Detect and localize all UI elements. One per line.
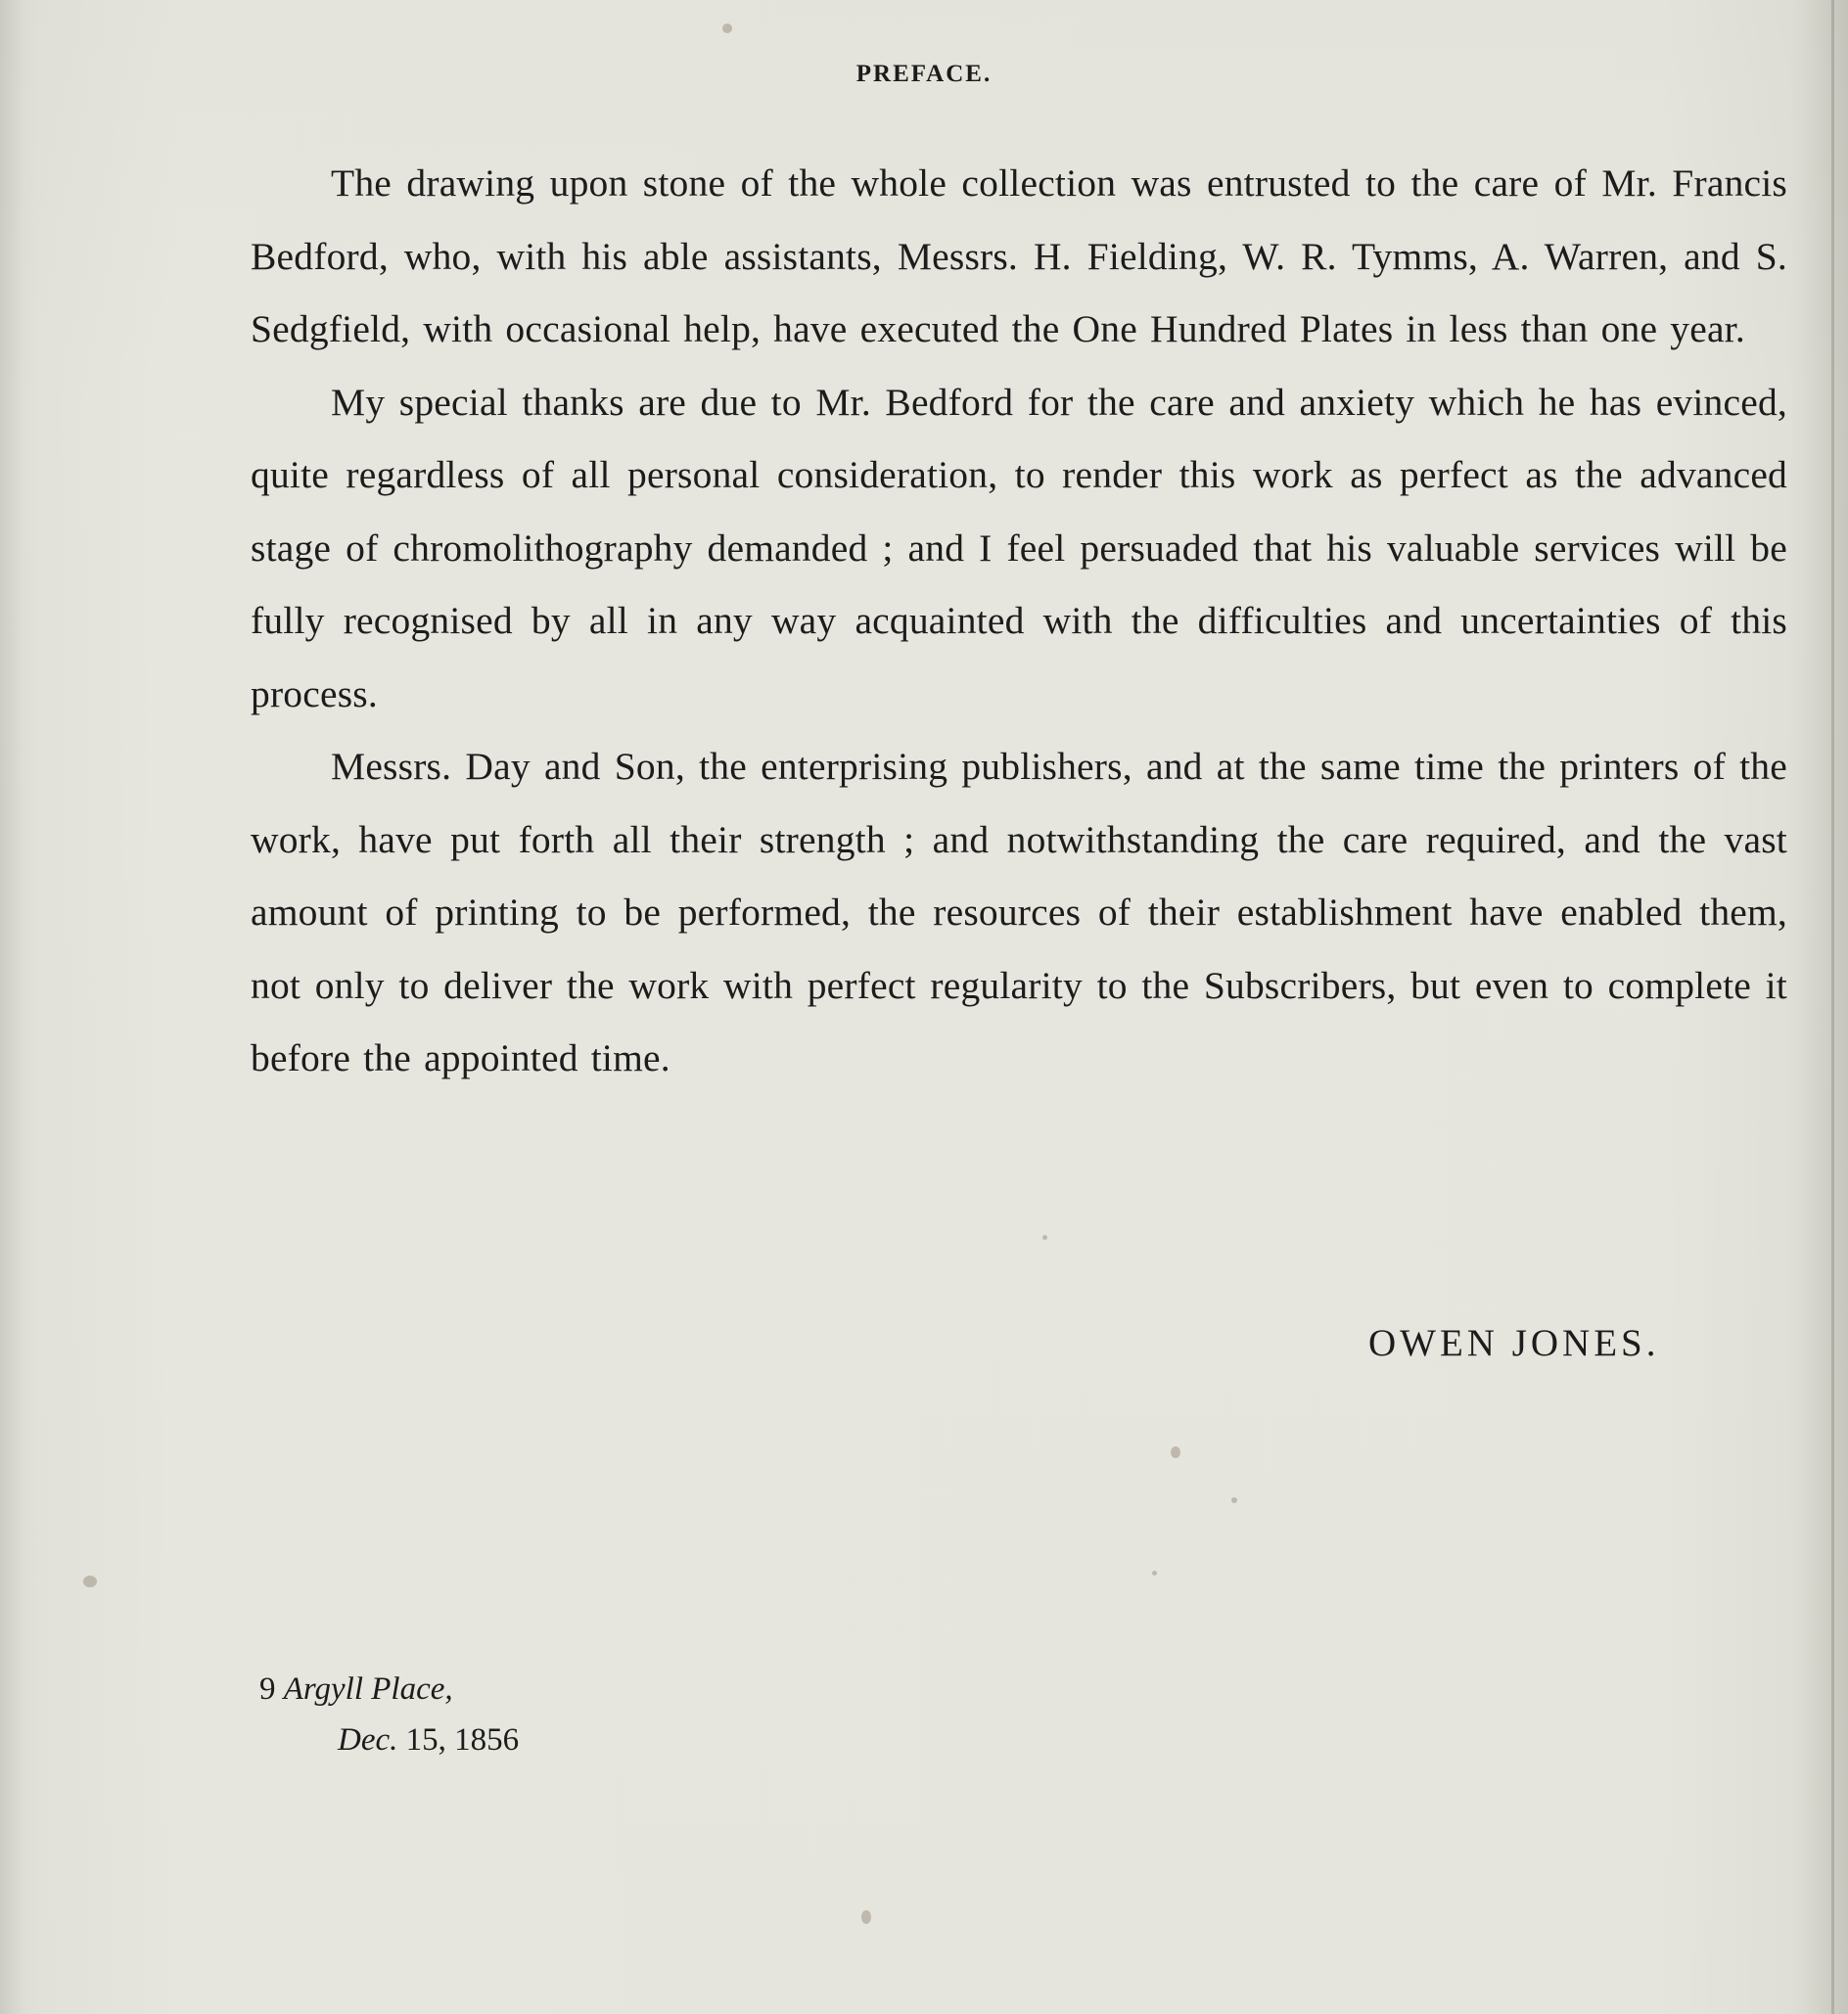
paper-speck [861,1910,871,1924]
page-heading: PREFACE. [855,61,993,87]
address-line-1 [259,1664,519,1715]
address-number: 9 [259,1671,276,1707]
paragraph-1: The drawing upon stone of the whole collection was entrusted to the care of Mr. Francis Bedford, who, with his able assistants, Messrs. H. Fielding, W. R. Tymms, A. Warren, and S. Sedgfield, with occasional help, have executed the One Hundred Plates in less than one year. [251,161,1787,350]
paper-speck [1042,1235,1047,1240]
page-edge-line [1831,0,1834,2014]
preface-body [251,147,1787,1095]
paper-speck [1231,1497,1237,1503]
page-edge-shadow [1789,0,1848,2014]
date-value: 15, 1856 [405,1722,520,1758]
address-line-2 [259,1715,519,1765]
date-month: Dec. [338,1722,398,1758]
paper-speck [1171,1446,1180,1458]
author-signature: OWEN JONES. [1368,1322,1660,1364]
address-street: Argyll Place, [283,1671,453,1707]
paragraph-3: Messrs. Day and Son, the enterprising publishers, and at the same time the printers of the work, have put forth all their strength ; and notwithstanding the care required, and the vast amount of printing to be performed, the resources of their establishment have enabled them, not only to deliver the work with perfect regularity to the Subscribers, but even to complete it before the appointed time. [251,745,1787,1079]
address-block [259,1664,519,1765]
paper-speck [83,1576,97,1587]
paper-speck [722,23,732,33]
paragraph-2: My special thanks are due to Mr. Bedford for the care and anxiety which he has evinced, quite regardless of all personal consideration, to render this work as perfect as the advanced stage of chromolithography demanded ; and I feel persuaded that his valuable services will be fully recognised by all in any way acquainted with the difficulties and uncertainties of this process. [251,380,1787,715]
page-fold-shadow [0,0,23,2014]
paper-speck [1152,1571,1157,1576]
